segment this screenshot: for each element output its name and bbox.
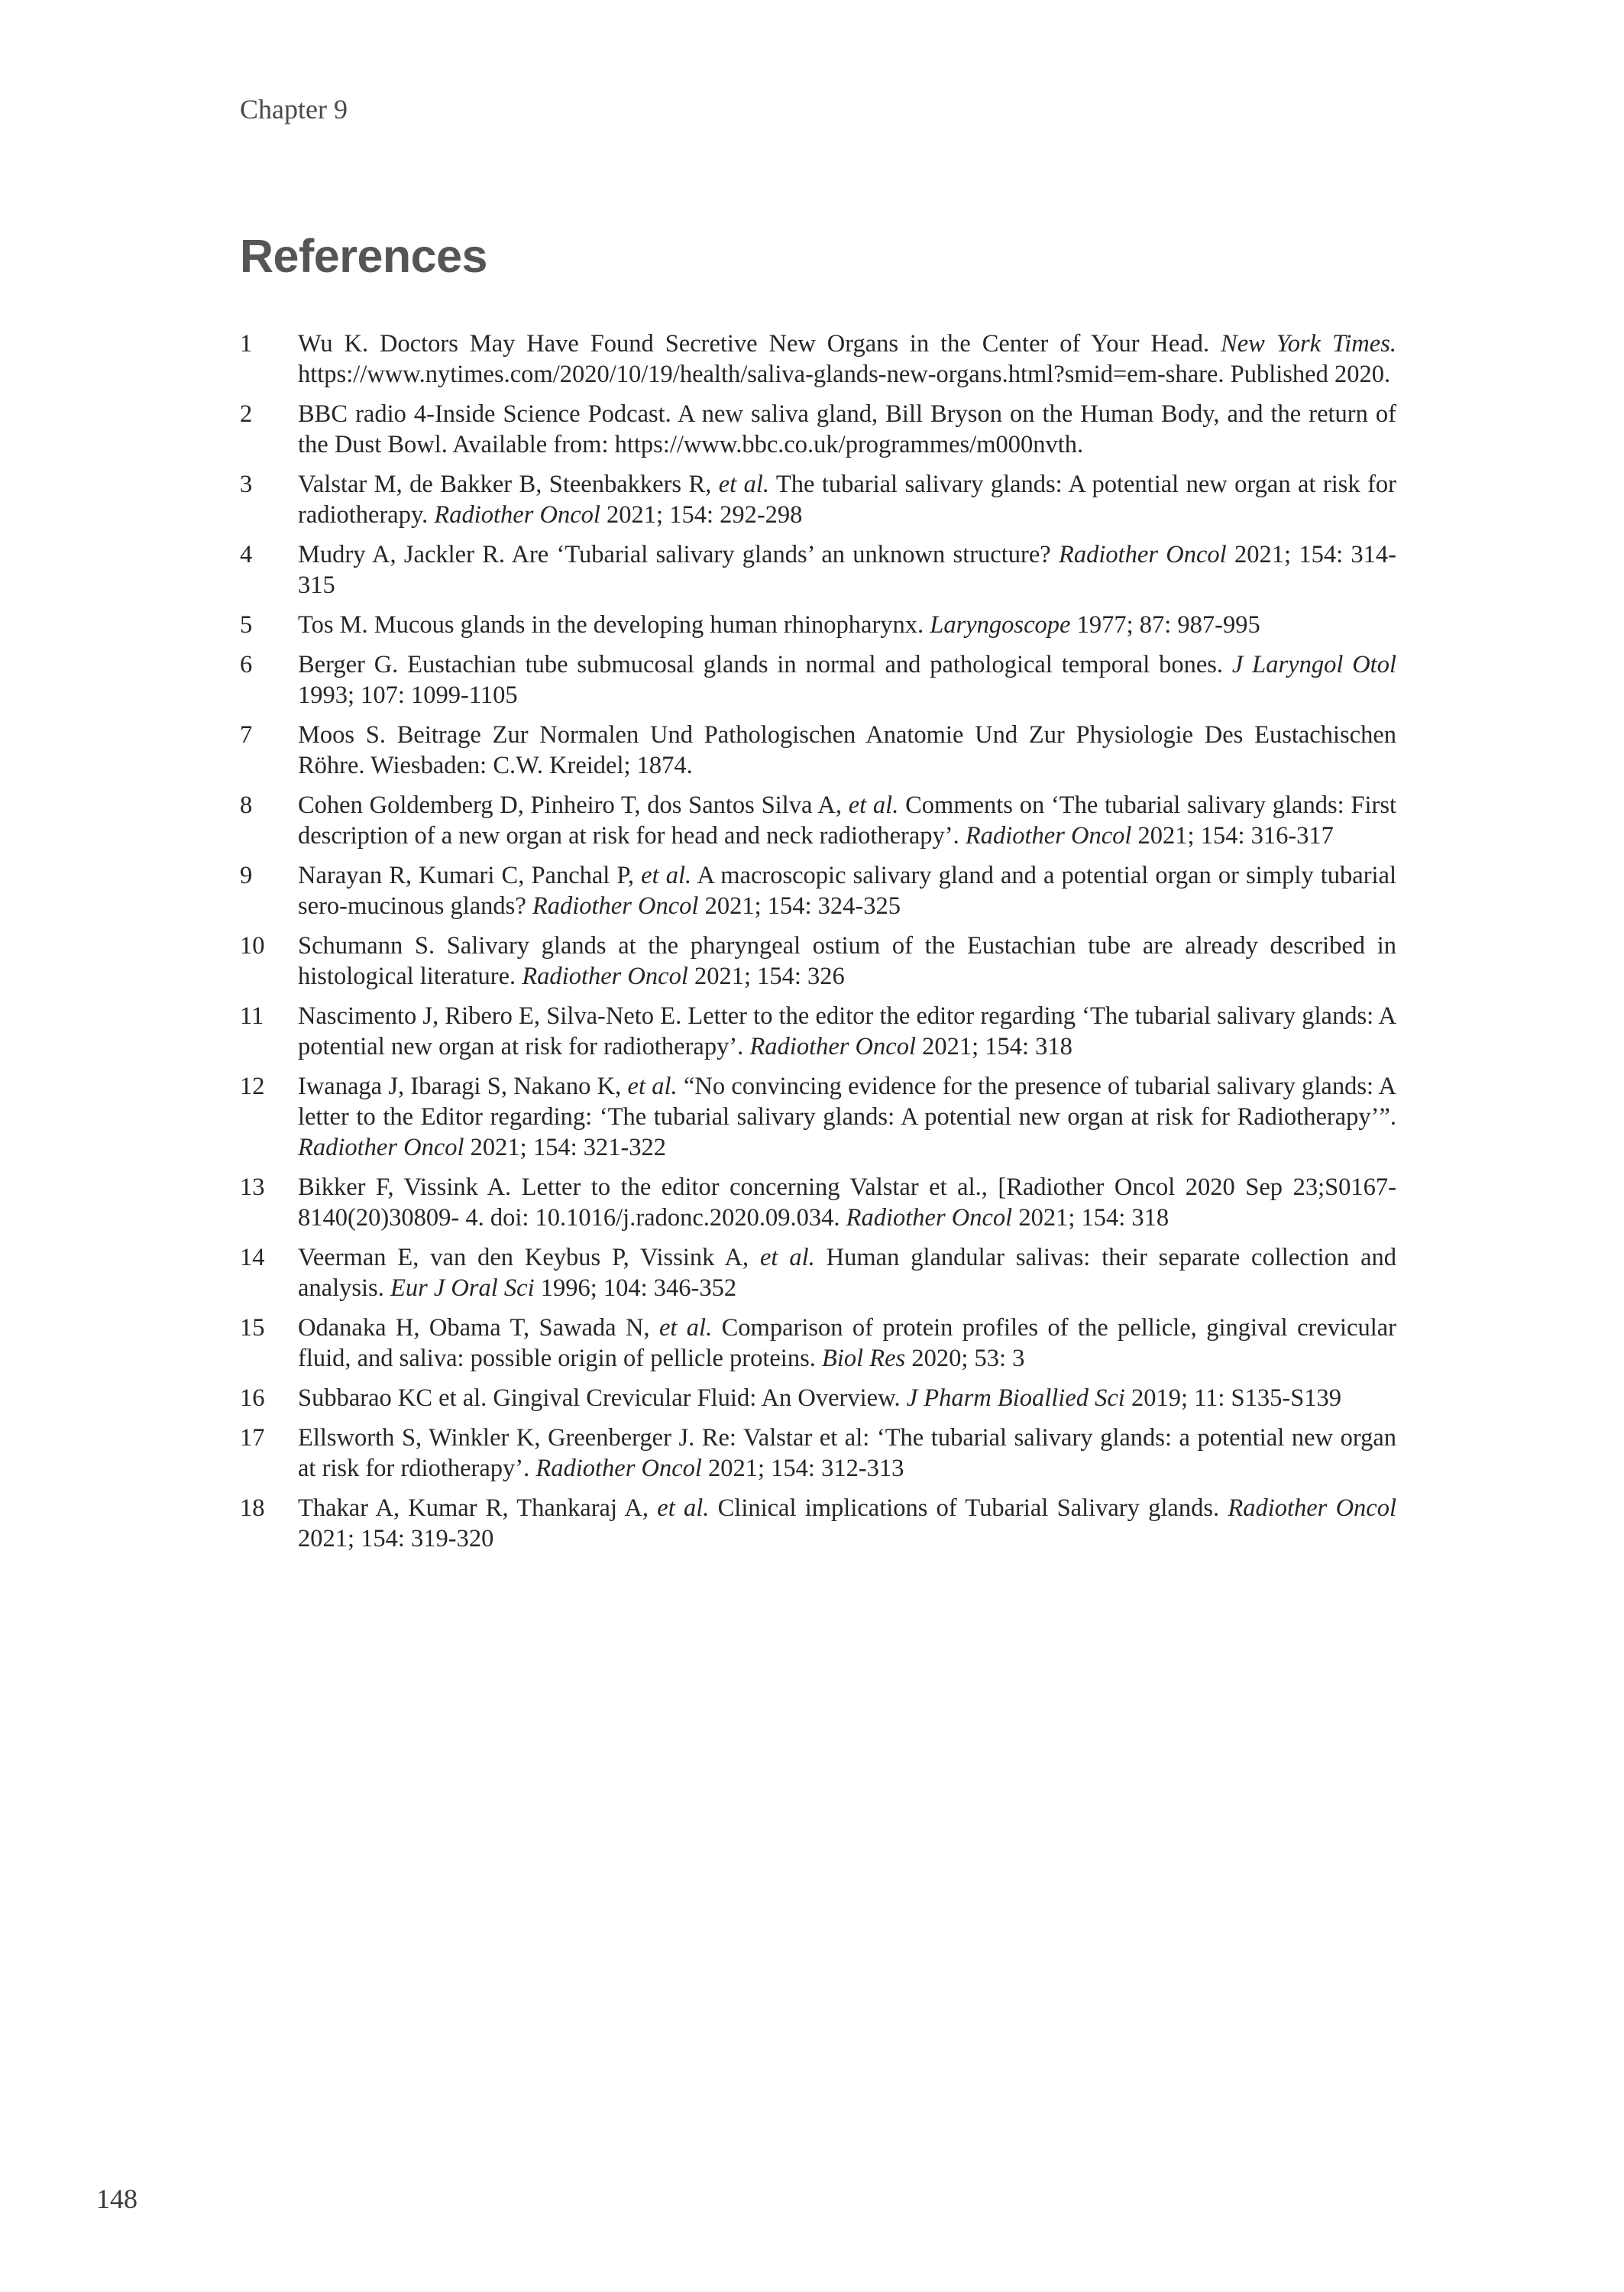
reference-number: 6	[240, 651, 253, 678]
reference-number: 3	[240, 471, 253, 498]
reference-segment: 2020; 53: 3	[905, 1345, 1025, 1372]
reference-italic-segment: et al.	[658, 1314, 713, 1342]
reference-item	[240, 790, 1396, 851]
reference-italic-segment: et al.	[627, 1073, 678, 1100]
reference-segment: Mudry A, Jackler R. Are ‘Tubarial salivary glands’ an unknown structure?	[298, 541, 1059, 568]
reference-number: 17	[240, 1424, 265, 1452]
reference-text	[298, 1313, 1396, 1374]
reference-segment: Thakar A, Kumar R, Thankaraj A,	[298, 1494, 658, 1522]
reference-italic-segment: et al.	[657, 1494, 710, 1522]
reference-item	[240, 1423, 1396, 1484]
reference-italic-segment: Radiother Oncol	[434, 501, 600, 529]
reference-item	[240, 1071, 1396, 1163]
reference-italic-segment: Radiother Oncol	[1058, 541, 1227, 568]
reference-segment: 2021; 154: 321-322	[464, 1134, 667, 1161]
page-number: 148	[96, 2184, 137, 2214]
reference-segment: The tubarial salivary glands: A potential new organ at risk for radiotherapy.	[298, 471, 1396, 529]
reference-italic-segment: Laryngoscope	[930, 611, 1071, 639]
reference-segment: Schumann S. Salivary glands at the pharyngeal ostium of the Eustachian tube are already described in histological literature.	[298, 932, 1396, 990]
reference-italic-segment: Radiother Oncol	[522, 963, 688, 990]
reference-item	[240, 469, 1396, 530]
reference-segment: A macroscopic salivary gland and a potential organ or simply tubarial sero-mucinous glands?	[298, 862, 1397, 920]
reference-segment: “No convincing evidence for the presence of tubarial salivary glands: A letter to the Editor regarding: ‘The tubarial salivary glands: A potential new organ at risk for Radiotherapy’”.	[298, 1073, 1397, 1131]
reference-text	[298, 1172, 1396, 1233]
reference-italic-segment: Radiother Oncol	[846, 1204, 1013, 1232]
reference-text	[298, 329, 1396, 390]
reference-segment: 1977; 87: 987-995	[1070, 611, 1260, 639]
reference-segment: 2019; 11: S135-S139	[1124, 1384, 1342, 1412]
reference-segment: Veerman E, van den Keybus P, Vissink A,	[298, 1244, 760, 1271]
reference-text	[298, 931, 1396, 992]
reference-italic-segment: et al.	[759, 1244, 815, 1271]
reference-segment: Narayan R, Kumari C, Panchal P,	[298, 862, 642, 889]
reference-number: 10	[240, 932, 265, 960]
reference-segment: Bikker F, Vissink A. Letter to the editor concerning Valstar et al., [Radiother Oncol 2020 Sep 23;S0167-8140(20)30809- 4. doi: 10.1016/j.radonc.2020.09.034.	[298, 1174, 1396, 1232]
reference-segment: BBC radio 4-Inside Science Podcast. A new saliva gland, Bill Bryson on the Human Body, and the return of the Dust Bowl. Available from: https://www.bbc.co.uk/programmes/m000nvth.	[298, 400, 1396, 458]
reference-text	[298, 1383, 1396, 1413]
reference-italic-segment: et al.	[641, 862, 692, 889]
reference-number: 15	[240, 1314, 265, 1342]
reference-segment: Nascimento J, Ribero E, Silva-Neto E. Letter to the editor the editor regarding ‘The tubarial salivary glands: A potential new organ at risk for radiotherapy’.	[298, 1002, 1396, 1060]
reference-item	[240, 1242, 1396, 1303]
section-title: References	[240, 230, 487, 282]
reference-segment: Cohen Goldemberg D, Pinheiro T, dos Santos Silva A,	[298, 792, 849, 819]
reference-text	[298, 399, 1396, 460]
reference-segment: Subbarao KC et al. Gingival Crevicular Fluid: An Overview.	[298, 1384, 907, 1412]
reference-item	[240, 329, 1396, 390]
reference-text	[298, 790, 1396, 851]
reference-text	[298, 720, 1396, 781]
reference-segment: 2021; 154: 316-317	[1131, 822, 1334, 850]
reference-segment: 2021; 154: 319-320	[298, 1525, 494, 1552]
reference-segment: 2021; 154: 314-315	[298, 541, 1396, 599]
reference-number: 14	[240, 1244, 265, 1271]
reference-item	[240, 1493, 1396, 1554]
reference-item	[240, 1383, 1396, 1413]
reference-item	[240, 720, 1396, 781]
reference-italic-segment: Eur J Oral Sci	[390, 1274, 535, 1302]
reference-list	[240, 329, 1396, 1563]
reference-segment: 2021; 154: 292-298	[600, 501, 803, 529]
reference-segment: 2021; 154: 324-325	[698, 892, 901, 920]
reference-text	[298, 610, 1396, 640]
reference-segment: Comments on ‘The tubarial salivary glands: First description of a new organ at risk for head and neck radiotherapy’.	[298, 792, 1396, 850]
reference-segment: 2021; 154: 318	[915, 1033, 1072, 1060]
reference-number: 13	[240, 1174, 265, 1201]
reference-italic-segment: Radiother Oncol	[532, 892, 699, 920]
reference-item	[240, 1001, 1396, 1062]
reference-number: 9	[240, 862, 253, 889]
reference-segment: 1996; 104: 346-352	[534, 1274, 737, 1302]
reference-italic-segment: Radiother Oncol	[749, 1033, 916, 1060]
reference-number: 18	[240, 1494, 265, 1522]
reference-italic-segment: J Laryngol Otol	[1231, 651, 1396, 678]
reference-item	[240, 860, 1396, 921]
reference-segment: Moos S. Beitrage Zur Normalen Und Pathologischen Anatomie Und Zur Physiologie Des Eustachischen Röhre. Wiesbaden: C.W. Kreidel; 1874.	[298, 721, 1396, 779]
reference-item	[240, 1172, 1396, 1233]
reference-text	[298, 649, 1396, 711]
reference-segment: Human glandular salivas: their separate collection and analysis.	[298, 1244, 1396, 1302]
reference-item	[240, 1313, 1396, 1374]
reference-number: 1	[240, 330, 253, 358]
reference-italic-segment: Radiother Oncol	[535, 1455, 702, 1482]
reference-segment: Berger G. Eustachian tube submucosal glands in normal and pathological temporal bones.	[298, 651, 1232, 678]
reference-text	[298, 469, 1396, 530]
reference-number: 8	[240, 792, 253, 819]
reference-text	[298, 1001, 1396, 1062]
reference-italic-segment: Biol Res	[821, 1345, 906, 1372]
reference-number: 12	[240, 1073, 265, 1100]
reference-text	[298, 1071, 1396, 1163]
reference-segment: Odanaka H, Obama T, Sawada N,	[298, 1314, 659, 1342]
reference-text	[298, 860, 1396, 921]
reference-item	[240, 931, 1396, 992]
reference-item	[240, 649, 1396, 711]
running-header: Chapter 9	[240, 94, 348, 125]
reference-segment: 2021; 154: 318	[1012, 1204, 1169, 1232]
reference-number: 4	[240, 541, 253, 568]
reference-number: 16	[240, 1384, 265, 1412]
reference-number: 5	[240, 611, 253, 639]
reference-italic-segment: New York Times.	[1221, 330, 1396, 358]
reference-number: 2	[240, 400, 253, 428]
reference-segment: Valstar M, de Bakker B, Steenbakkers R,	[298, 471, 719, 498]
reference-segment: 2021; 154: 326	[687, 963, 845, 990]
reference-item	[240, 539, 1396, 601]
reference-text	[298, 1423, 1396, 1484]
reference-segment: 1993; 107: 1099-1105	[298, 681, 518, 709]
reference-italic-segment: Radiother Oncol	[1228, 1494, 1396, 1522]
reference-number: 11	[240, 1002, 264, 1030]
reference-segment: Ellsworth S, Winkler K, Greenberger J. Re: Valstar et al: ‘The tubarial salivary glands: a potential new organ at risk for rdiotherapy’.	[298, 1424, 1396, 1482]
reference-text	[298, 1242, 1396, 1303]
reference-segment: Comparison of protein profiles of the pellicle, gingival crevicular fluid, and saliva: possible origin of pellicle proteins.	[298, 1314, 1397, 1372]
reference-italic-segment: J Pharm Bioallied Sci	[906, 1384, 1125, 1412]
reference-segment: Iwanaga J, Ibaragi S, Nakano K,	[298, 1073, 628, 1100]
reference-number: 7	[240, 721, 253, 749]
reference-item	[240, 610, 1396, 640]
reference-segment: https://www.nytimes.com/2020/10/19/health/saliva-glands-new-organs.html?smid=em-share. Published 2020.	[298, 361, 1391, 388]
reference-text	[298, 1493, 1396, 1554]
reference-segment: Wu K. Doctors May Have Found Secretive New Organs in the Center of Your Head.	[298, 330, 1221, 358]
reference-segment: 2021; 154: 312-313	[701, 1455, 904, 1482]
reference-segment: Tos M. Mucous glands in the developing human rhinopharynx.	[298, 611, 930, 639]
reference-italic-segment: et al.	[718, 471, 770, 498]
reference-italic-segment: et al.	[848, 792, 899, 819]
reference-segment: Clinical implications of Tubarial Salivary glands.	[709, 1494, 1228, 1522]
reference-italic-segment: Radiother Oncol	[965, 822, 1132, 850]
reference-item	[240, 399, 1396, 460]
reference-italic-segment: Radiother Oncol	[298, 1134, 464, 1161]
reference-text	[298, 539, 1396, 601]
